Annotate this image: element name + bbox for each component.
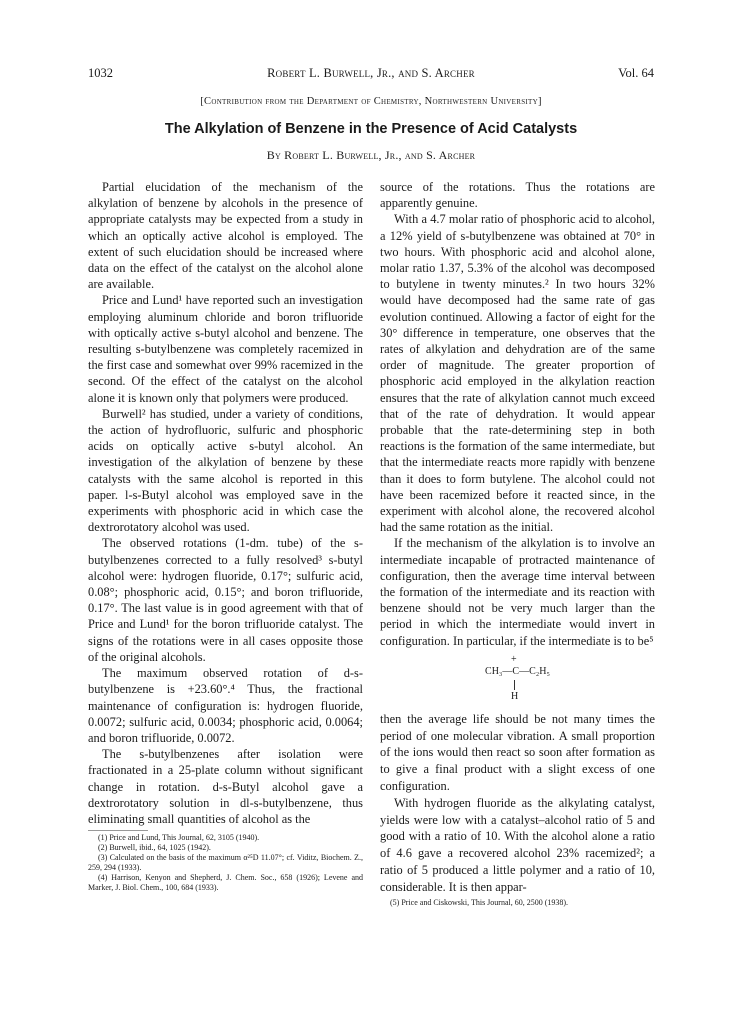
footnote: (1) Price and Lund, This Journal, 62, 3105 (1940). xyxy=(98,833,260,843)
paragraph: With hydrogen fluoride as the alkylating catalyst, yields were low with a catalyst–alcohol ratio of 5 and good with a ratio of 10. With the alcohol alone a ratio of 4.6 gave a recovered alcohol 23% racemized²; a ratio of 5 produced a little polymer and a ratio of 10, considerable. It is then appar- xyxy=(380,795,655,894)
paragraph: Burwell² has studied, under a variety of conditions, the action of hydrofluoric, sulfuric and phosphoric acids on optically active s-butyl alcohol. An investigation of the alkylation of benzene by these catalysts with the same alcohol is reported in this paper. l-s-Butyl alcohol was employed save in the experiments with phosphoric acid in which case the dextrorotatory alcohol was used. xyxy=(88,406,363,535)
article-title: The Alkylation of Benzene in the Presence of Acid Catalysts xyxy=(164,121,578,137)
footnote-rule xyxy=(88,830,148,831)
paragraph: Partial elucidation of the mechanism of the alkylation of benzene by alcohols in the presence of appropriate catalysts may be expected from a study in which an optically active alcohol is employed. The extent of such elucidation should be increased where data on the effect of the catalyst on the alcohol alone are available. xyxy=(88,180,363,292)
formula-hydrogen: H xyxy=(511,690,519,702)
footnotes xyxy=(380,898,655,908)
paragraph: then the average life should be not many times the period of one molecular vibration. A small proportion of the ions would then react so soon after formation as to give a final product with a slight excess of one configuration. xyxy=(380,711,655,794)
paragraph: source of the rotations. Thus the rotations are apparently genuine. xyxy=(380,180,655,211)
chemical-formula xyxy=(380,655,655,703)
contribution-line: [Contribution from the Department of Chemistry, Northwestern University] xyxy=(200,96,542,107)
footnote: (3) Calculated on the basis of the maximum α²⁵D 11.07°; cf. Viditz, Biochem. Z., 259, 294 (1933). xyxy=(88,853,363,873)
byline: By Robert L. Burwell, Jr., and S. Archer xyxy=(266,148,476,162)
page-number: 1032 xyxy=(88,66,113,80)
paragraph: With a 4.7 molar ratio of phosphoric acid to alcohol, a 12% yield of s-butylbenzene was obtained at 70° in two hours. With phosphoric acid and alcohol alone, molar ratio 1.37, 5.3% of the alcohol was decomposed to butylene in twenty minutes.² In two hours 32% would have decomposed had the same rate of gas evolution continued. Allowing a factor of eight for the 30° difference in temperature, one observes that the rates of alkylation and dehydration are of the same order of magnitude. The greater proportion of phosphoric acid employed in the alkylation reaction ensures that the rate of alkylation cannot much exceed that of the rate of dehydration. It would appear probable that the rate-determining step in both reactions is the formation of the same intermediate, but that the intermediate reacts more rapidly with benzene than it does to form butylene. The alcohol could not have been racemized before it reacted since, in the experiment with alcohol alone, the recovered alcohol had the same rotation as the initial. xyxy=(380,212,655,535)
running-head-authors: Robert L. Burwell, Jr., and S. Archer xyxy=(267,66,475,80)
volume-label: Vol. 64 xyxy=(618,66,654,80)
paragraph: Price and Lund¹ have reported such an investigation employing aluminum chloride and boron trifluoride with optically active s-butyl alcohol and benzene. The resulting s-butylbenzene was completely racemized in the first case and somewhat over 99% racemized in the second. Of the effect of the catalyst on the alcohol alone it is known only that polymers were produced. xyxy=(88,293,363,405)
footnote: (5) Price and Ciskowski, This Journal, 60, 2500 (1938). xyxy=(390,897,569,907)
running-head xyxy=(88,66,654,84)
paragraph: If the mechanism of the alkylation is to involve an intermediate incapable of protracted maintenance of configuration, then the average time interval between the formation of the intermediate and its reaction with benzene should not be very much larger than the period in which the intermediate would invert in configuration. In particular, if the intermediate is to be⁵ xyxy=(380,536,655,648)
paragraph: The maximum observed rotation of d-s-butylbenzene is +23.60°.⁴ Thus, the fractional maintenance of configuration is: hydrogen fluoride, 0.0072; sulfuric acid, 0.0034; phosphoric acid, 0.0064; and boron trifluoride, 0.0072. xyxy=(88,666,363,745)
formula-main: CH₃—C—C₂H₅ xyxy=(485,665,550,677)
footnote: (2) Burwell, ibid., 64, 1025 (1942). xyxy=(98,843,211,853)
formula-bond xyxy=(514,680,515,690)
left-column xyxy=(88,179,363,893)
footnotes xyxy=(88,833,363,893)
footnote: (4) Harrison, Kenyon and Shepherd, J. Chem. Soc., 658 (1926); Levene and Marker, J. Biol. Chem., 100, 684 (1933). xyxy=(88,873,363,893)
paragraph: The observed rotations (1-dm. tube) of the s-butylbenzenes corrected to a fully resolved³ s-butyl alcohol were: hydrogen fluoride, 0.17°; sulfuric acid, 0.08°; phosphoric acid, 0.15°; and boron trifluoride, 0.17°. The last value is in good agreement with that of Price and Lund¹ for the boron trifluoride catalyst. The signs of the rotations were in all cases opposite those of the original alcohols. xyxy=(88,536,363,664)
right-column xyxy=(380,179,655,908)
right-lower-block xyxy=(380,711,655,896)
formula-charge: + xyxy=(511,653,517,665)
paragraph: The s-butylbenzenes after isolation were fractionated in a 25-plate column without significant change in rotation. d-s-Butyl alcohol gave a dextrorotatory solution in dl-s-butylbenzene, thus eliminating small quantities of alcohol as the xyxy=(88,747,363,826)
